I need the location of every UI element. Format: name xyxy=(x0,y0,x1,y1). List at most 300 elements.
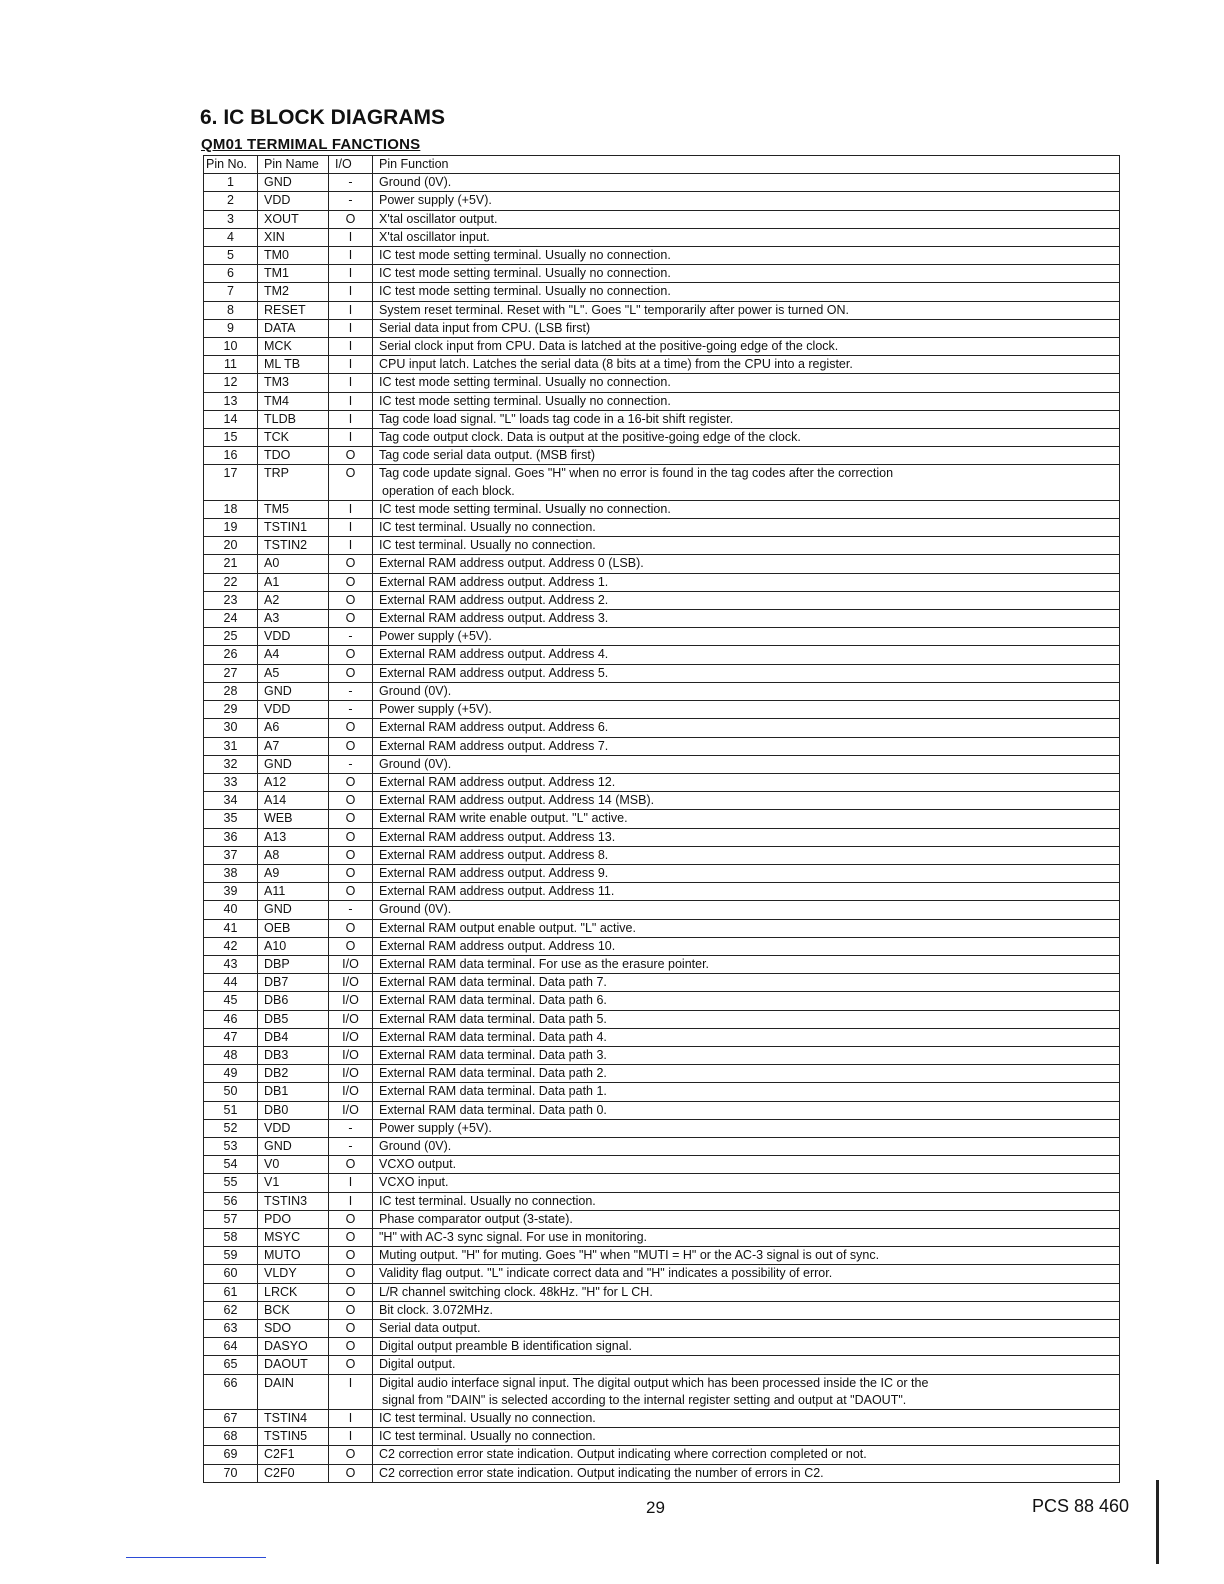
pin-function-table xyxy=(203,155,1120,1483)
pin-io-cell: - xyxy=(329,174,373,192)
pin-function-cell: External RAM data terminal. Data path 6. xyxy=(373,992,1120,1010)
pin-io-cell: O xyxy=(329,1301,373,1319)
table-row xyxy=(204,664,1120,682)
pin-name-cell: A8 xyxy=(258,846,329,864)
pin-number-cell: 48 xyxy=(204,1046,258,1064)
column-header-pin-function: Pin Function xyxy=(373,156,1120,174)
table-row xyxy=(204,828,1120,846)
pin-number-cell: 26 xyxy=(204,646,258,664)
pin-number-cell: 1 xyxy=(204,174,258,192)
pin-name-cell: DB4 xyxy=(258,1028,329,1046)
pin-function-cell: C2 correction error state indication. Output indicating the number of errors in C2. xyxy=(373,1464,1120,1482)
pin-io-cell: - xyxy=(329,901,373,919)
pin-name-cell: TM4 xyxy=(258,392,329,410)
pin-io-cell: O xyxy=(329,719,373,737)
pin-name-cell: A4 xyxy=(258,646,329,664)
table-row xyxy=(204,773,1120,791)
pin-function-cell: System reset terminal. Reset with "L". Goes "L" temporarily after power is turned ON. xyxy=(373,301,1120,319)
pin-number-cell: 24 xyxy=(204,610,258,628)
pin-number-cell: 58 xyxy=(204,1228,258,1246)
pin-io-cell: I xyxy=(329,1374,373,1409)
pin-io-cell: O xyxy=(329,846,373,864)
pin-name-cell: SDO xyxy=(258,1320,329,1338)
pin-number-cell: 57 xyxy=(204,1210,258,1228)
pin-function-cell: Ground (0V). xyxy=(373,174,1120,192)
pin-io-cell: O xyxy=(329,646,373,664)
pin-number-cell: 32 xyxy=(204,755,258,773)
table-row xyxy=(204,792,1120,810)
pin-io-cell: I xyxy=(329,338,373,356)
pin-name-cell: WEB xyxy=(258,810,329,828)
table-row xyxy=(204,465,1120,500)
pin-number-cell: 31 xyxy=(204,737,258,755)
pin-io-cell: O xyxy=(329,919,373,937)
pin-number-cell: 21 xyxy=(204,555,258,573)
pin-name-cell: C2F1 xyxy=(258,1446,329,1464)
pin-function-cell: External RAM write enable output. "L" active. xyxy=(373,810,1120,828)
pin-io-cell: I xyxy=(329,1428,373,1446)
pin-name-cell: DASYO xyxy=(258,1338,329,1356)
pin-io-cell: I/O xyxy=(329,1010,373,1028)
table-row xyxy=(204,1265,1120,1283)
table-row xyxy=(204,228,1120,246)
pin-number-cell: 12 xyxy=(204,374,258,392)
pin-io-cell: O xyxy=(329,1446,373,1464)
pin-number-cell: 47 xyxy=(204,1028,258,1046)
pin-io-cell: I xyxy=(329,1174,373,1192)
pin-name-cell: TM0 xyxy=(258,247,329,265)
pin-function-cell: External RAM address output. Address 11. xyxy=(373,883,1120,901)
pin-name-cell: OEB xyxy=(258,919,329,937)
table-row xyxy=(204,301,1120,319)
pin-io-cell: I xyxy=(329,356,373,374)
pin-io-cell: O xyxy=(329,1464,373,1482)
pin-number-cell: 40 xyxy=(204,901,258,919)
pin-io-cell: I xyxy=(329,1410,373,1428)
pin-name-cell: DB5 xyxy=(258,1010,329,1028)
pin-number-cell: 10 xyxy=(204,338,258,356)
pin-io-cell: I xyxy=(329,500,373,518)
pin-name-cell: A10 xyxy=(258,937,329,955)
pin-io-cell: I xyxy=(329,374,373,392)
pin-io-cell: - xyxy=(329,755,373,773)
pin-name-cell: VDD xyxy=(258,1119,329,1137)
pin-number-cell: 20 xyxy=(204,537,258,555)
table-row xyxy=(204,901,1120,919)
pin-name-cell: DB2 xyxy=(258,1065,329,1083)
pin-name-cell: MUTO xyxy=(258,1247,329,1265)
table-row xyxy=(204,1338,1120,1356)
pin-number-cell: 46 xyxy=(204,1010,258,1028)
pin-function-cell: Ground (0V). xyxy=(373,682,1120,700)
pin-io-cell: - xyxy=(329,192,373,210)
pin-function-line: Digital audio interface signal input. The digital output which has been processed inside the IC or the xyxy=(379,1375,929,1390)
table-row xyxy=(204,1083,1120,1101)
pin-number-cell: 22 xyxy=(204,573,258,591)
pin-number-cell: 8 xyxy=(204,301,258,319)
pin-function-cell: External RAM address output. Address 1. xyxy=(373,573,1120,591)
pin-io-cell: O xyxy=(329,883,373,901)
pin-function-cell: External RAM address output. Address 9. xyxy=(373,864,1120,882)
pin-io-cell: O xyxy=(329,210,373,228)
pin-name-cell: A2 xyxy=(258,591,329,609)
pin-io-cell: I xyxy=(329,429,373,447)
pin-number-cell: 4 xyxy=(204,228,258,246)
pin-function-cell: Muting output. "H" for muting. Goes "H" when "MUTI = H" or the AC-3 signal is out of sync. xyxy=(373,1247,1120,1265)
pin-name-cell: A11 xyxy=(258,883,329,901)
pin-function-cell: External RAM address output. Address 10. xyxy=(373,937,1120,955)
pin-name-cell: TSTIN5 xyxy=(258,1428,329,1446)
table-row xyxy=(204,937,1120,955)
pin-io-cell: - xyxy=(329,1137,373,1155)
pin-number-cell: 63 xyxy=(204,1320,258,1338)
table-row xyxy=(204,1192,1120,1210)
pin-function-cell: External RAM data terminal. Data path 3. xyxy=(373,1046,1120,1064)
pin-function-cell xyxy=(373,465,1120,500)
pin-io-cell: O xyxy=(329,1156,373,1174)
pin-number-cell: 29 xyxy=(204,701,258,719)
pin-number-cell: 66 xyxy=(204,1374,258,1409)
pin-number-cell: 68 xyxy=(204,1428,258,1446)
pin-name-cell: MSYC xyxy=(258,1228,329,1246)
table-row xyxy=(204,1428,1120,1446)
pin-name-cell: DB7 xyxy=(258,974,329,992)
pin-function-line: Tag code update signal. Goes "H" when no error is found in the tag codes after the correction xyxy=(379,466,894,481)
pin-io-cell: I xyxy=(329,319,373,337)
pin-name-cell: LRCK xyxy=(258,1283,329,1301)
table-row xyxy=(204,1410,1120,1428)
table-row xyxy=(204,283,1120,301)
pin-function-cell: C2 correction error state indication. Output indicating where correction completed or not. xyxy=(373,1446,1120,1464)
pin-function-cell: Tag code serial data output. (MSB first) xyxy=(373,447,1120,465)
pin-number-cell: 27 xyxy=(204,664,258,682)
table-row xyxy=(204,519,1120,537)
pin-function-line-continued: operation of each block. xyxy=(382,483,515,498)
pin-function-cell: External RAM data terminal. Data path 1. xyxy=(373,1083,1120,1101)
pin-name-cell: A7 xyxy=(258,737,329,755)
pin-function-cell: External RAM data terminal. Data path 4. xyxy=(373,1028,1120,1046)
pin-function-cell: External RAM address output. Address 8. xyxy=(373,846,1120,864)
pin-name-cell: VDD xyxy=(258,192,329,210)
pin-name-cell: RESET xyxy=(258,301,329,319)
pin-number-cell: 45 xyxy=(204,992,258,1010)
pin-number-cell: 16 xyxy=(204,447,258,465)
pin-function-cell: Power supply (+5V). xyxy=(373,701,1120,719)
pin-number-cell: 19 xyxy=(204,519,258,537)
pin-name-cell: TM2 xyxy=(258,283,329,301)
pin-io-cell: I/O xyxy=(329,1083,373,1101)
pin-function-cell: Validity flag output. "L" indicate correct data and "H" indicates a possibility of error. xyxy=(373,1265,1120,1283)
pin-io-cell: I/O xyxy=(329,1101,373,1119)
pin-function-cell: IC test terminal. Usually no connection. xyxy=(373,1428,1120,1446)
pin-number-cell: 36 xyxy=(204,828,258,846)
pin-name-cell: MCK xyxy=(258,338,329,356)
pin-name-cell: TDO xyxy=(258,447,329,465)
pin-name-cell: TSTIN2 xyxy=(258,537,329,555)
pin-number-cell: 65 xyxy=(204,1356,258,1374)
pin-number-cell: 38 xyxy=(204,864,258,882)
table-row xyxy=(204,537,1120,555)
table-row xyxy=(204,864,1120,882)
pin-name-cell: TM3 xyxy=(258,374,329,392)
pin-number-cell: 54 xyxy=(204,1156,258,1174)
table-row xyxy=(204,1320,1120,1338)
pin-name-cell: A9 xyxy=(258,864,329,882)
pin-io-cell: O xyxy=(329,1210,373,1228)
pin-function-cell: "H" with AC-3 sync signal. For use in monitoring. xyxy=(373,1228,1120,1246)
pin-function-cell: Tag code output clock. Data is output at the positive-going edge of the clock. xyxy=(373,429,1120,447)
pin-function-cell xyxy=(373,1374,1120,1409)
pin-name-cell: XOUT xyxy=(258,210,329,228)
pin-number-cell: 15 xyxy=(204,429,258,447)
pin-number-cell: 13 xyxy=(204,392,258,410)
pin-name-cell: GND xyxy=(258,682,329,700)
pin-number-cell: 11 xyxy=(204,356,258,374)
pin-name-cell: A13 xyxy=(258,828,329,846)
pin-io-cell: O xyxy=(329,792,373,810)
pin-number-cell: 43 xyxy=(204,955,258,973)
pin-function-cell: Ground (0V). xyxy=(373,1137,1120,1155)
table-row xyxy=(204,500,1120,518)
column-header-io: I/O xyxy=(329,156,373,174)
pin-function-cell: External RAM data terminal. Data path 0. xyxy=(373,1101,1120,1119)
pin-io-cell: - xyxy=(329,628,373,646)
pin-function-cell: External RAM address output. Address 6. xyxy=(373,719,1120,737)
pin-name-cell: TSTIN3 xyxy=(258,1192,329,1210)
pin-function-cell: External RAM address output. Address 4. xyxy=(373,646,1120,664)
pin-function-cell: IC test mode setting terminal. Usually no connection. xyxy=(373,265,1120,283)
pin-function-cell: Digital output. xyxy=(373,1356,1120,1374)
pin-io-cell: I/O xyxy=(329,992,373,1010)
pin-io-cell: O xyxy=(329,737,373,755)
pin-number-cell: 55 xyxy=(204,1174,258,1192)
table-row xyxy=(204,429,1120,447)
pin-function-cell: External RAM address output. Address 3. xyxy=(373,610,1120,628)
table-row xyxy=(204,447,1120,465)
pin-io-cell: O xyxy=(329,1247,373,1265)
pin-io-cell: I xyxy=(329,392,373,410)
pin-function-cell: Tag code load signal. "L" loads tag code in a 16-bit shift register. xyxy=(373,410,1120,428)
pin-function-cell: Power supply (+5V). xyxy=(373,628,1120,646)
table-row xyxy=(204,1119,1120,1137)
pin-io-cell: O xyxy=(329,465,373,500)
pin-number-cell: 44 xyxy=(204,974,258,992)
table-row xyxy=(204,210,1120,228)
pin-name-cell: C2F0 xyxy=(258,1464,329,1482)
table-row xyxy=(204,1464,1120,1482)
table-row xyxy=(204,1228,1120,1246)
pin-name-cell: DAIN xyxy=(258,1374,329,1409)
pin-number-cell: 6 xyxy=(204,265,258,283)
pin-io-cell: O xyxy=(329,828,373,846)
pin-number-cell: 35 xyxy=(204,810,258,828)
pin-name-cell: A0 xyxy=(258,555,329,573)
table-row xyxy=(204,846,1120,864)
pin-io-cell: I xyxy=(329,519,373,537)
pin-number-cell: 50 xyxy=(204,1083,258,1101)
pin-io-cell: O xyxy=(329,1283,373,1301)
pin-io-cell: I/O xyxy=(329,974,373,992)
pin-io-cell: I xyxy=(329,301,373,319)
pin-number-cell: 34 xyxy=(204,792,258,810)
table-row xyxy=(204,701,1120,719)
pin-io-cell: O xyxy=(329,1338,373,1356)
pin-io-cell: I/O xyxy=(329,1065,373,1083)
pin-function-cell: Ground (0V). xyxy=(373,755,1120,773)
pin-number-cell: 59 xyxy=(204,1247,258,1265)
pin-name-cell: A5 xyxy=(258,664,329,682)
table-row xyxy=(204,610,1120,628)
pin-function-cell: Ground (0V). xyxy=(373,901,1120,919)
pin-function-cell: IC test mode setting terminal. Usually no connection. xyxy=(373,247,1120,265)
pin-function-cell: L/R channel switching clock. 48kHz. "H" for L CH. xyxy=(373,1283,1120,1301)
table-row xyxy=(204,1156,1120,1174)
pin-name-cell: GND xyxy=(258,1137,329,1155)
pin-number-cell: 2 xyxy=(204,192,258,210)
table-row xyxy=(204,356,1120,374)
document-code: PCS 88 460 xyxy=(1032,1496,1130,1516)
pin-function-cell: External RAM address output. Address 14 (MSB). xyxy=(373,792,1120,810)
pin-name-cell: DB6 xyxy=(258,992,329,1010)
table-row xyxy=(204,1101,1120,1119)
pin-name-cell: A3 xyxy=(258,610,329,628)
pin-io-cell: I xyxy=(329,1192,373,1210)
pin-function-cell: IC test terminal. Usually no connection. xyxy=(373,1192,1120,1210)
pin-number-cell: 30 xyxy=(204,719,258,737)
pin-name-cell: GND xyxy=(258,901,329,919)
table-row xyxy=(204,919,1120,937)
pin-function-cell: IC test mode setting terminal. Usually no connection. xyxy=(373,500,1120,518)
pin-io-cell: O xyxy=(329,1228,373,1246)
pin-function-cell: Bit clock. 3.072MHz. xyxy=(373,1301,1120,1319)
table-row xyxy=(204,338,1120,356)
pin-function-cell: External RAM address output. Address 13. xyxy=(373,828,1120,846)
table-row xyxy=(204,628,1120,646)
pin-number-cell: 52 xyxy=(204,1119,258,1137)
pin-io-cell: I xyxy=(329,410,373,428)
pin-function-cell: IC test terminal. Usually no connection. xyxy=(373,537,1120,555)
pin-number-cell: 9 xyxy=(204,319,258,337)
table-row xyxy=(204,755,1120,773)
table-row xyxy=(204,1137,1120,1155)
table-row xyxy=(204,374,1120,392)
table-row xyxy=(204,646,1120,664)
pin-io-cell: I/O xyxy=(329,1028,373,1046)
pin-name-cell: TLDB xyxy=(258,410,329,428)
pin-function-cell: External RAM address output. Address 2. xyxy=(373,591,1120,609)
pin-number-cell: 5 xyxy=(204,247,258,265)
table-row xyxy=(204,992,1120,1010)
table-row xyxy=(204,1010,1120,1028)
pin-name-cell: DATA xyxy=(258,319,329,337)
pin-name-cell: VDD xyxy=(258,628,329,646)
pin-function-cell: Serial clock input from CPU. Data is latched at the positive-going edge of the clock. xyxy=(373,338,1120,356)
pin-number-cell: 49 xyxy=(204,1065,258,1083)
pin-function-cell: Phase comparator output (3-state). xyxy=(373,1210,1120,1228)
pin-function-cell: External RAM address output. Address 5. xyxy=(373,664,1120,682)
pin-io-cell: O xyxy=(329,555,373,573)
column-header-pin-no: Pin No. xyxy=(204,156,258,174)
pin-name-cell: DBP xyxy=(258,955,329,973)
pin-io-cell: O xyxy=(329,610,373,628)
table-row xyxy=(204,410,1120,428)
pin-name-cell: DAOUT xyxy=(258,1356,329,1374)
pin-number-cell: 61 xyxy=(204,1283,258,1301)
pin-io-cell: I xyxy=(329,537,373,555)
table-row xyxy=(204,319,1120,337)
table-row xyxy=(204,1046,1120,1064)
pin-name-cell: DB3 xyxy=(258,1046,329,1064)
pin-io-cell: I xyxy=(329,265,373,283)
table-header-row xyxy=(204,156,1120,174)
section-title: QM01 TERMIMAL FANCTIONS xyxy=(201,136,421,153)
pin-name-cell: GND xyxy=(258,755,329,773)
pin-function-cell: X'tal oscillator input. xyxy=(373,228,1120,246)
page-number: 29 xyxy=(646,1498,665,1517)
pin-function-table-container xyxy=(203,155,1119,1483)
pin-name-cell: TM5 xyxy=(258,500,329,518)
pin-number-cell: 64 xyxy=(204,1338,258,1356)
pin-io-cell: O xyxy=(329,810,373,828)
column-header-pin-name: Pin Name xyxy=(258,156,329,174)
pin-io-cell: O xyxy=(329,1265,373,1283)
pin-function-cell: External RAM data terminal. For use as the erasure pointer. xyxy=(373,955,1120,973)
pin-function-cell: IC test terminal. Usually no connection. xyxy=(373,519,1120,537)
pin-name-cell: DB0 xyxy=(258,1101,329,1119)
pin-function-cell: External RAM address output. Address 12. xyxy=(373,773,1120,791)
pin-io-cell: O xyxy=(329,864,373,882)
pin-number-cell: 33 xyxy=(204,773,258,791)
pin-number-cell: 60 xyxy=(204,1265,258,1283)
pin-function-cell: External RAM address output. Address 7. xyxy=(373,737,1120,755)
pin-name-cell: GND xyxy=(258,174,329,192)
pin-name-cell: DB1 xyxy=(258,1083,329,1101)
pin-io-cell: - xyxy=(329,1119,373,1137)
table-row xyxy=(204,265,1120,283)
pin-name-cell: TRP xyxy=(258,465,329,500)
pin-number-cell: 53 xyxy=(204,1137,258,1155)
pin-number-cell: 67 xyxy=(204,1410,258,1428)
table-row xyxy=(204,1446,1120,1464)
pin-name-cell: A1 xyxy=(258,573,329,591)
table-row xyxy=(204,1174,1120,1192)
table-row xyxy=(204,192,1120,210)
pin-io-cell: I xyxy=(329,283,373,301)
pin-number-cell: 69 xyxy=(204,1446,258,1464)
table-row xyxy=(204,974,1120,992)
table-row xyxy=(204,1028,1120,1046)
pin-function-cell: External RAM address output. Address 0 (LSB). xyxy=(373,555,1120,573)
pin-function-cell: IC test mode setting terminal. Usually no connection. xyxy=(373,374,1120,392)
pin-function-cell: VCXO output. xyxy=(373,1156,1120,1174)
pin-io-cell: - xyxy=(329,701,373,719)
table-row xyxy=(204,883,1120,901)
pin-name-cell: BCK xyxy=(258,1301,329,1319)
pin-io-cell: O xyxy=(329,937,373,955)
table-row xyxy=(204,1210,1120,1228)
pin-name-cell: VLDY xyxy=(258,1265,329,1283)
pin-function-line-continued: signal from "DAIN" is selected according to the internal register setting and output at "DAOUT". xyxy=(382,1392,907,1407)
pin-io-cell: I/O xyxy=(329,955,373,973)
pin-function-cell: VCXO input. xyxy=(373,1174,1120,1192)
table-row xyxy=(204,1374,1120,1409)
table-row xyxy=(204,810,1120,828)
pin-io-cell: O xyxy=(329,1356,373,1374)
pin-number-cell: 41 xyxy=(204,919,258,937)
pin-function-cell: IC test terminal. Usually no connection. xyxy=(373,1410,1120,1428)
pin-io-cell: I xyxy=(329,247,373,265)
table-row xyxy=(204,1283,1120,1301)
